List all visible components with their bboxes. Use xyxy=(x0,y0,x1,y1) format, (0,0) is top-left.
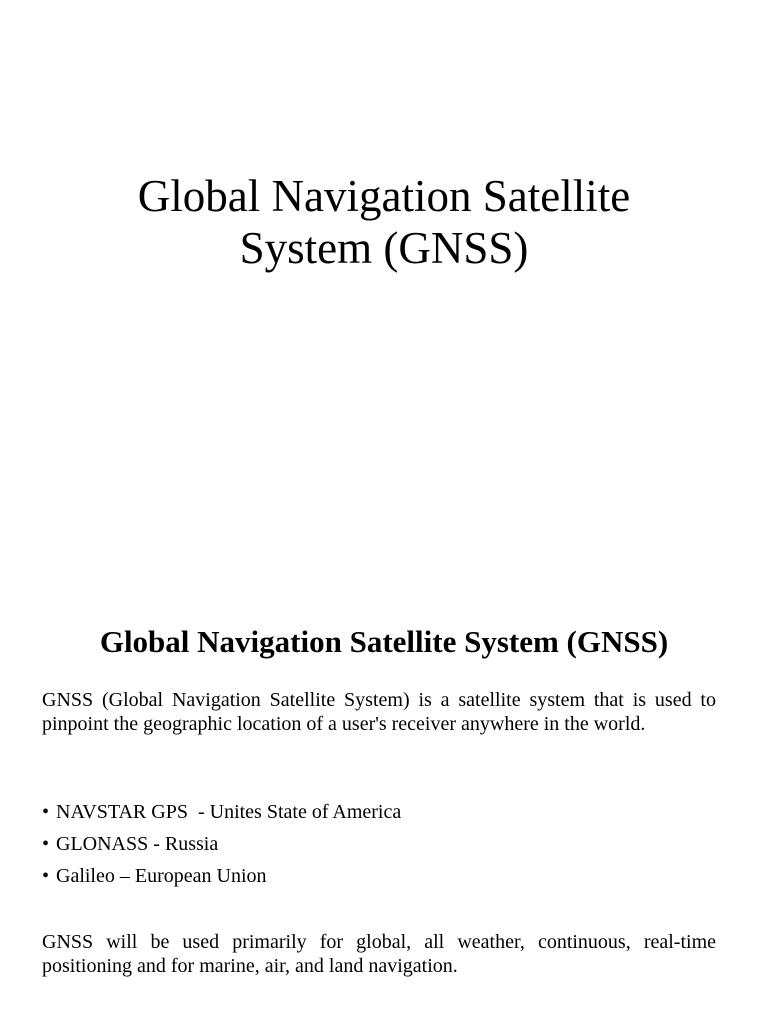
content-heading: Global Navigation Satellite System (GNSS) xyxy=(99,624,669,659)
outro-paragraph: GNSS will be used primarily for global, all weather, continuous, real-time positioning and for marine, air, and land navigation. xyxy=(42,931,716,977)
list-item-text: Galileo – European Union xyxy=(56,865,267,887)
content-slide xyxy=(0,576,768,1024)
bullet-icon: • xyxy=(42,865,50,887)
list-item-text: GLONASS - Russia xyxy=(56,833,219,855)
bullet-icon: • xyxy=(42,833,50,855)
list-item xyxy=(42,864,716,888)
gnss-systems-list xyxy=(42,800,716,896)
bullet-icon: • xyxy=(42,801,50,823)
slide-title xyxy=(0,170,768,274)
list-item xyxy=(42,800,716,824)
list-item-text: NAVSTAR GPS - Unites State of America xyxy=(56,801,402,823)
list-item xyxy=(42,832,716,856)
slide-title-line-1: Global Navigation Satellite xyxy=(137,171,631,221)
intro-paragraph: GNSS (Global Navigation Satellite System) is a satellite system that is used to pinpoint the geographic location of a user's receiver anywhere in the world. xyxy=(42,689,716,735)
slide-title-line-2: System (GNSS) xyxy=(239,223,529,273)
